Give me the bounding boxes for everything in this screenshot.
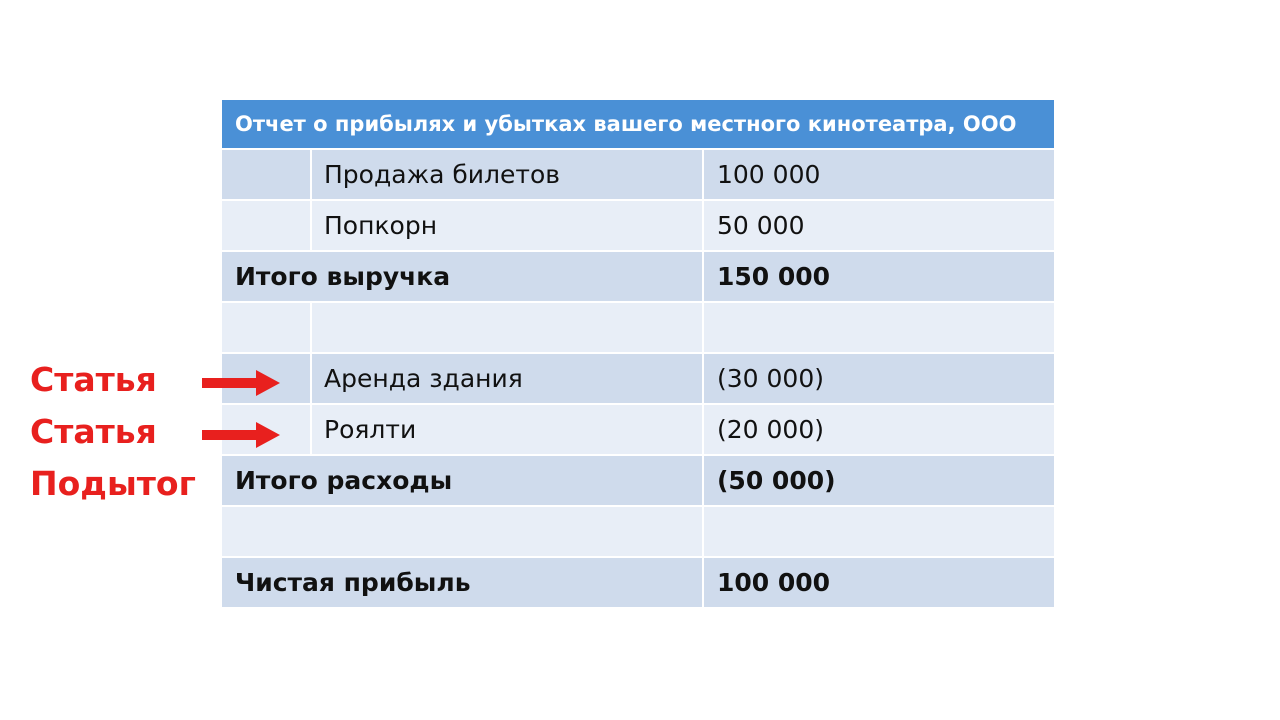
table-title: Отчет о прибылях и убытках вашего местного кинотеатра, ООО bbox=[222, 100, 1054, 150]
table-row-empty bbox=[222, 303, 1054, 354]
row-label: Итого выручка bbox=[222, 252, 704, 301]
empty-cell bbox=[312, 303, 704, 352]
table-row-empty bbox=[222, 507, 1054, 558]
empty-cell bbox=[704, 507, 1054, 556]
row-label: Чистая прибыль bbox=[222, 558, 704, 607]
arrow-right-icon bbox=[202, 368, 282, 398]
empty-cell bbox=[222, 303, 312, 352]
empty-cell bbox=[704, 303, 1054, 352]
empty-cell bbox=[222, 150, 312, 199]
row-value: 150 000 bbox=[717, 262, 831, 291]
row-label: Аренда здания bbox=[312, 354, 704, 403]
row-value: (20 000) bbox=[717, 415, 824, 444]
row-value: 50 000 bbox=[717, 211, 805, 240]
table-row-total bbox=[222, 456, 1054, 507]
table-row bbox=[222, 150, 1054, 201]
row-value: (50 000) bbox=[717, 466, 836, 495]
income-statement-table bbox=[222, 100, 1054, 609]
table-row bbox=[222, 354, 1054, 405]
annotation-item-1: Статья bbox=[30, 360, 157, 399]
row-label: Продажа билетов bbox=[312, 150, 704, 199]
row-label: Попкорн bbox=[312, 201, 704, 250]
arrow-right-icon bbox=[202, 420, 282, 450]
table-row-total bbox=[222, 252, 1054, 303]
table-row-total bbox=[222, 558, 1054, 609]
empty-cell bbox=[222, 507, 704, 556]
table-row bbox=[222, 405, 1054, 456]
row-value: 100 000 bbox=[717, 160, 821, 189]
annotation-subtotal: Подытог bbox=[30, 464, 196, 503]
row-value: 100 000 bbox=[717, 568, 831, 597]
row-label: Итого расходы bbox=[222, 456, 704, 505]
empty-cell bbox=[222, 201, 312, 250]
table-row bbox=[222, 201, 1054, 252]
row-label: Роялти bbox=[312, 405, 704, 454]
row-value: (30 000) bbox=[717, 364, 824, 393]
annotation-item-2: Статья bbox=[30, 412, 157, 451]
